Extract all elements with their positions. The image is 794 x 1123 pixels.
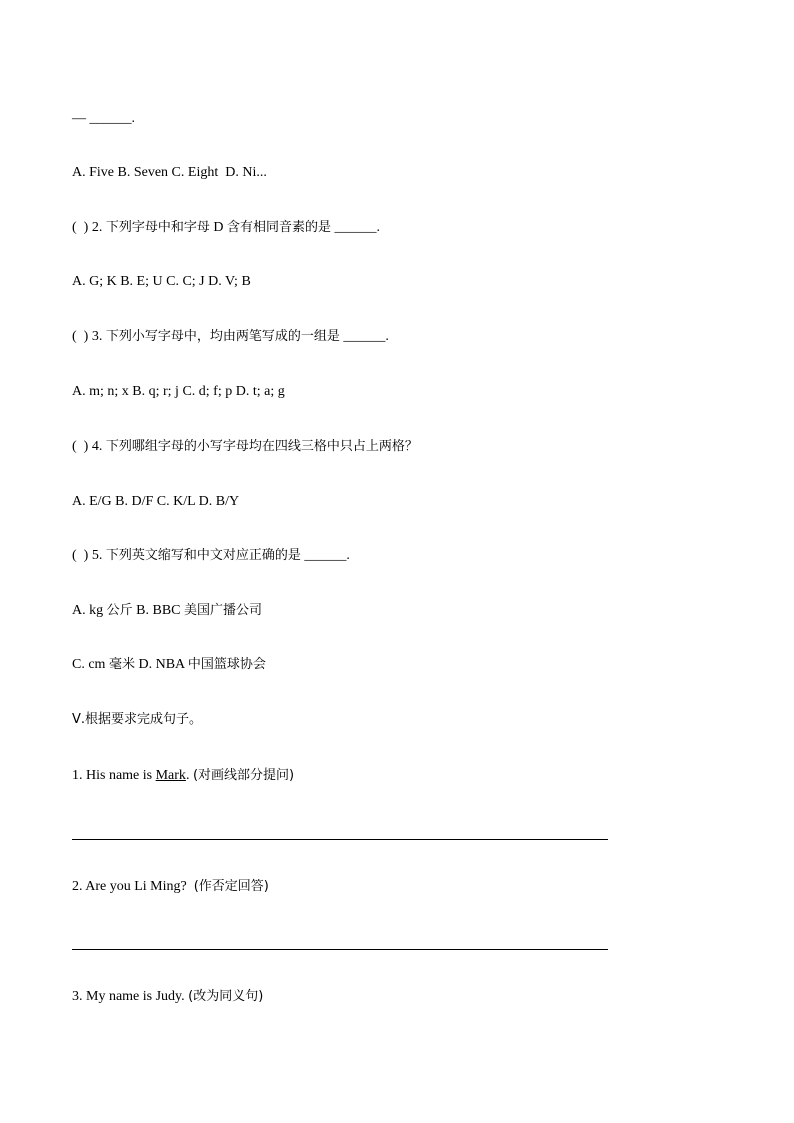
question-3-number: ( ) 3.	[72, 329, 106, 344]
answer-line-1[interactable]	[72, 839, 608, 840]
sentence-3	[72, 988, 263, 1006]
section-heading: Ⅴ.根据要求完成句子。	[72, 712, 203, 727]
question-1-options: A. Five B. Seven C. Eight D. Ni...	[72, 165, 267, 180]
sentence-2	[72, 878, 269, 896]
question-2-number: ( ) 2.	[72, 220, 106, 235]
sentence-1	[72, 767, 294, 785]
sentence-1-underlined-word: Mark	[155, 768, 186, 783]
question-4-text: 下列哪组字母的小写字母均在四线三格中只占上两格？	[105, 439, 418, 454]
sentence-3-text: 3. My name is Judy.	[72, 989, 189, 1004]
sentence-2-instruction: (作否定回答)	[193, 879, 269, 894]
answer-line-2[interactable]	[72, 949, 608, 950]
question-1-blank-line: — ______.	[72, 111, 135, 126]
question-3-text: 下列小写字母中，均由两笔写成的一组是	[105, 329, 340, 344]
question-2-blank: ______.	[330, 220, 380, 235]
question-4-number: ( ) 4.	[72, 439, 106, 454]
question-4	[72, 438, 418, 456]
sentence-3-instruction: (改为同义句)	[188, 989, 264, 1004]
option-c-label: C. cm	[72, 657, 109, 672]
option-a-chinese: 公斤	[106, 603, 133, 618]
question-3	[72, 328, 389, 346]
question-2-text-part2: 含有相同音素的是	[226, 220, 331, 235]
option-a-label: A. kg	[72, 603, 107, 618]
question-2-text-part1: 下列字母中和字母	[105, 220, 210, 235]
question-2	[72, 219, 380, 237]
question-5-options-ab	[72, 602, 262, 620]
option-b-label: B. BBC	[132, 603, 184, 618]
question-5-blank: ______.	[300, 548, 350, 563]
question-5	[72, 547, 350, 565]
question-5-text: 下列英文缩写和中文对应正确的是	[105, 548, 301, 563]
sentence-1-start: 1. His name is	[72, 768, 156, 783]
question-3-blank: ______.	[339, 329, 389, 344]
question-2-letter: D	[209, 220, 227, 235]
option-d-label: D. NBA	[134, 657, 188, 672]
question-3-options: A. m; n; x B. q; r; j C. d; f; p D. t; a; g	[72, 384, 285, 399]
option-d-chinese: 中国篮球协会	[187, 657, 266, 672]
option-c-chinese: 毫米	[108, 657, 135, 672]
sentence-2-text: 2. Are you Li Ming?	[72, 879, 194, 894]
sentence-1-end: .	[185, 768, 193, 783]
question-5-number: ( ) 5.	[72, 548, 106, 563]
question-5-options-cd	[72, 656, 266, 674]
option-b-chinese: 美国广播公司	[184, 603, 263, 618]
question-4-options: A. E/G B. D/F C. K/L D. B/Y	[72, 494, 240, 509]
question-2-options: A. G; K B. E; U C. C; J D. V; B	[72, 274, 251, 289]
sentence-1-instruction: (对画线部分提问)	[192, 768, 295, 783]
